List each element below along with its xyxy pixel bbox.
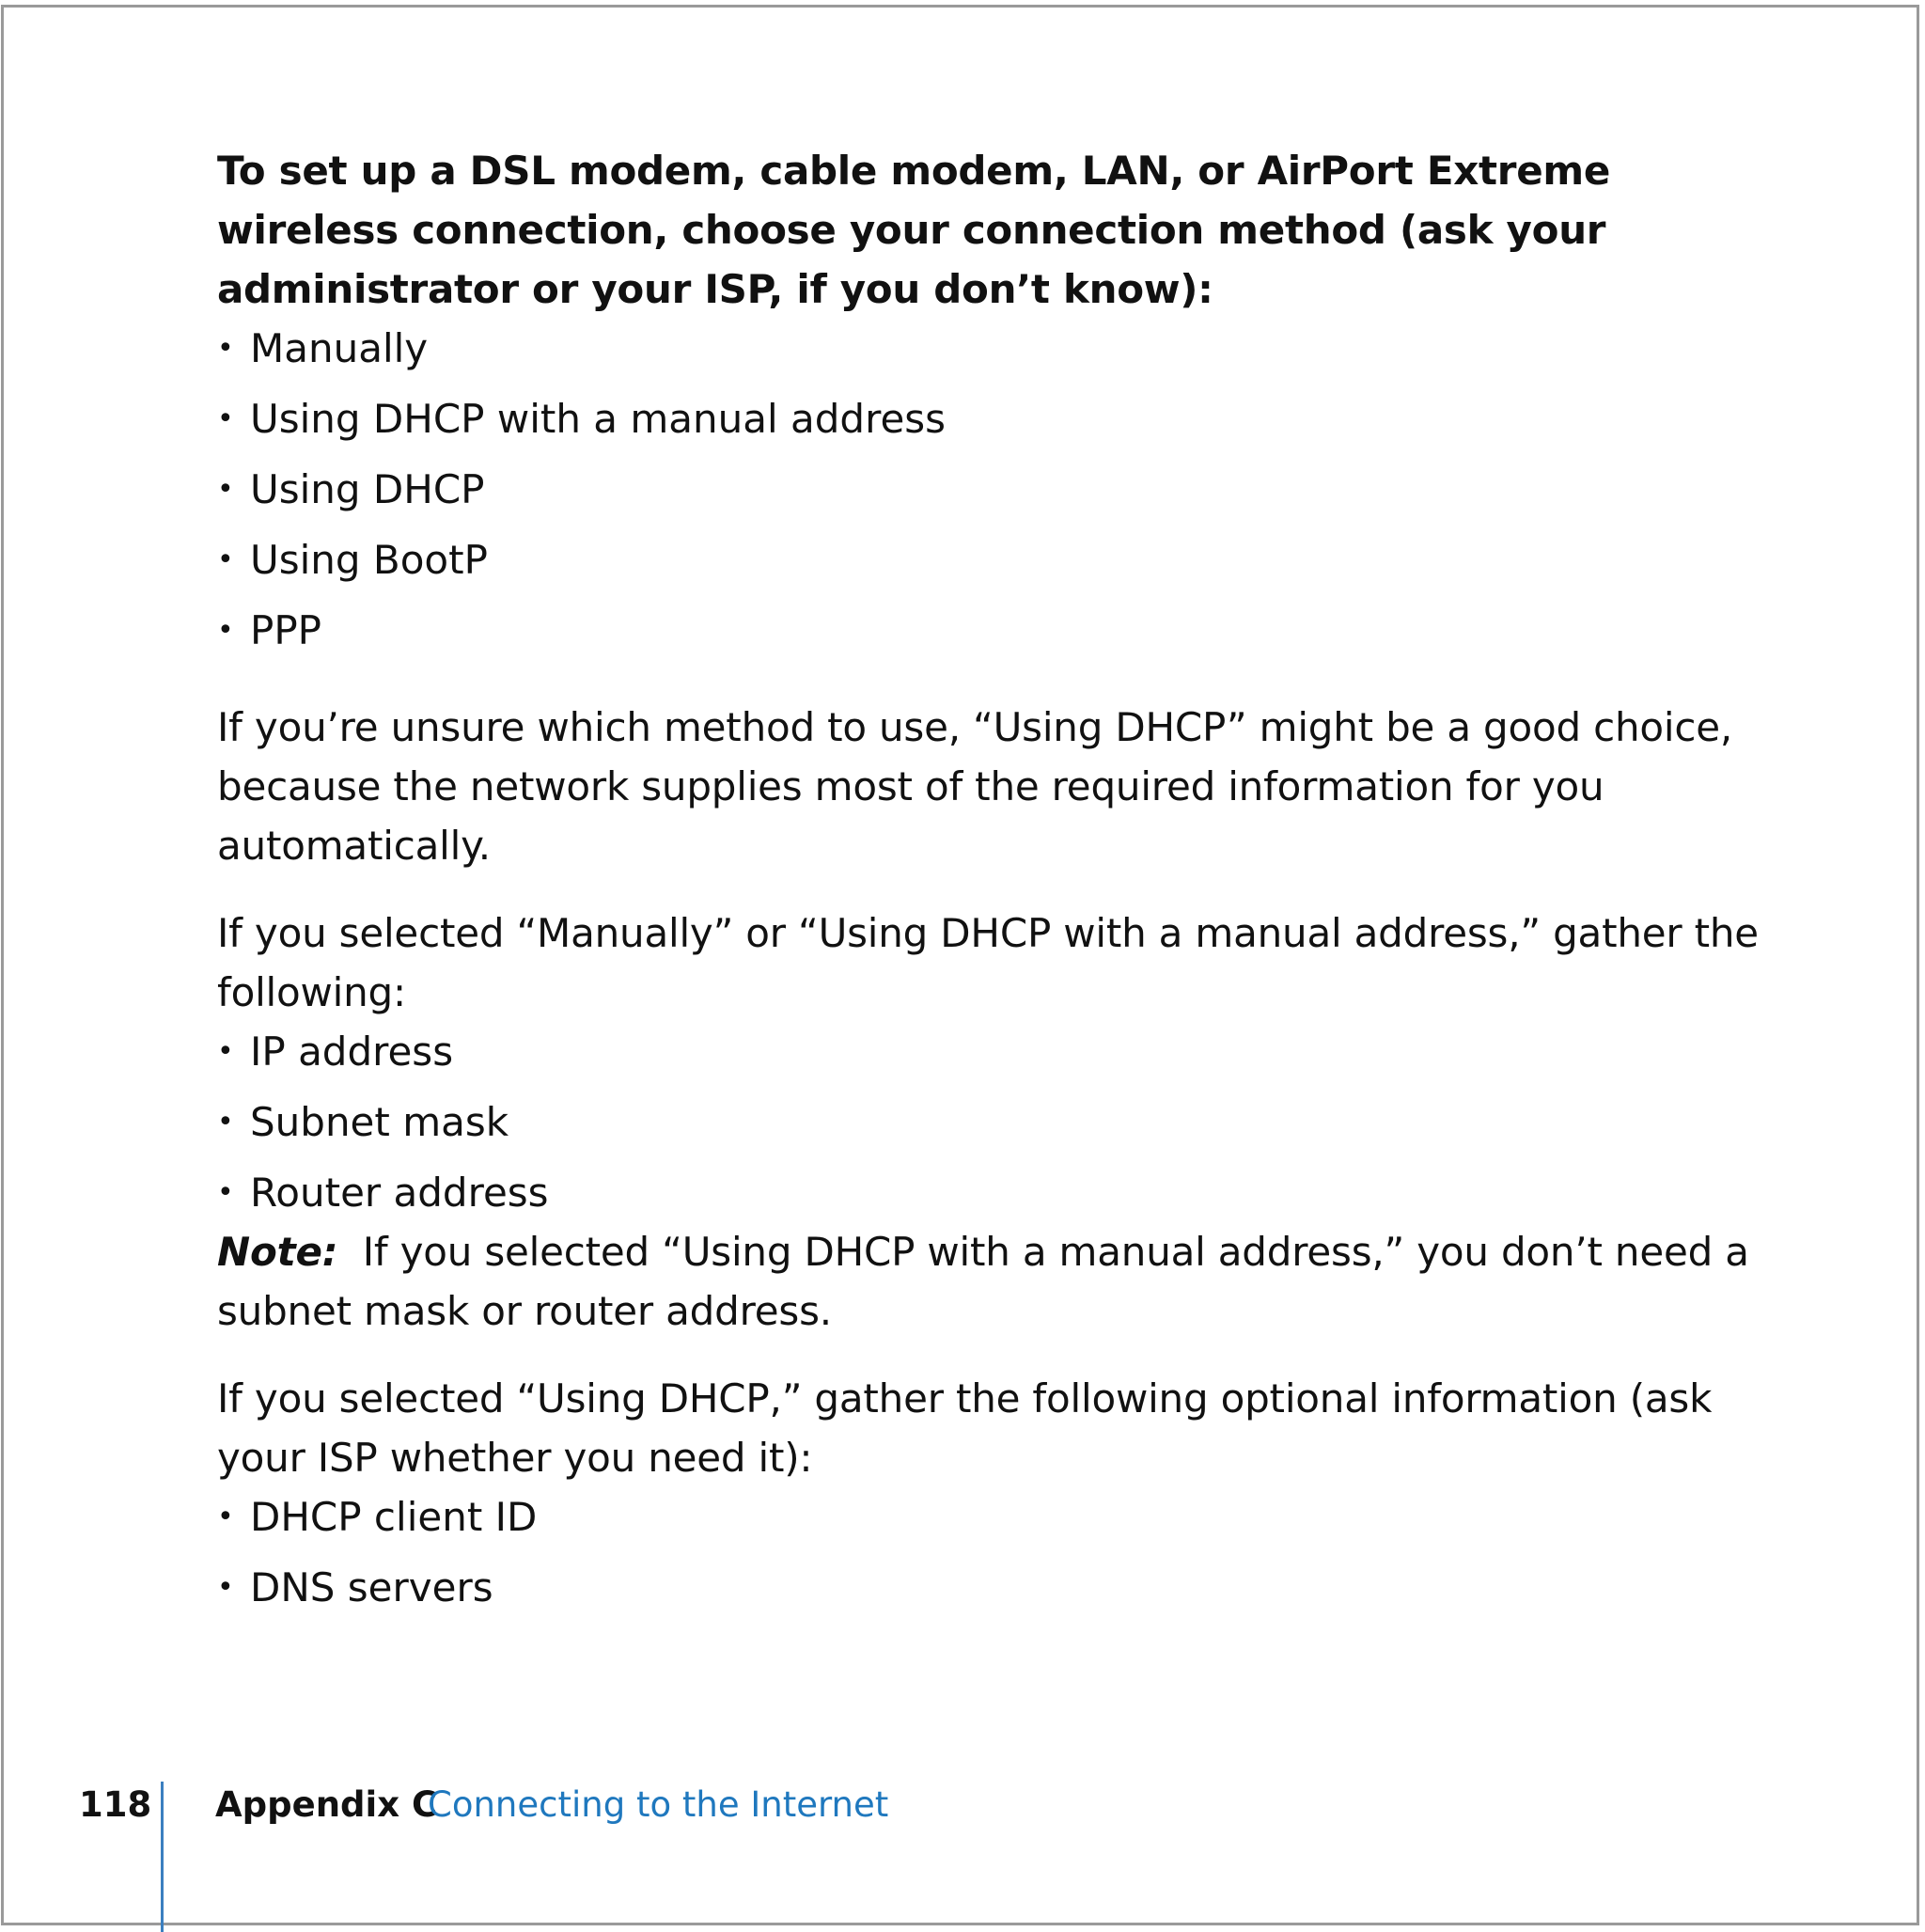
note-paragraph (217, 1222, 1768, 1341)
page-footer (0, 1772, 1925, 1931)
page-content (217, 141, 1768, 1628)
list-item: • Using DHCP (217, 460, 1768, 519)
page-number: 118 (79, 1784, 152, 1825)
lead-paragraph: To set up a DSL modem, cable modem, LAN, or AirPort Extreme wireless connection, choose your connection method (ask your administrator or your ISP, if you don’t know): (217, 148, 1611, 312)
chapter-title-link[interactable]: Connecting to the Internet (428, 1784, 889, 1825)
unsure-paragraph: If you’re unsure which method to use, “Using DHCP” might be a good choice, because the network supplies most of the required information for you automatically. (217, 704, 1733, 869)
list-item: • Router address (217, 1163, 1768, 1222)
list-item: • DNS servers (217, 1558, 1768, 1617)
list-item: • IP address (217, 1022, 1768, 1081)
note-text: If you selected “Using DHCP with a manual address,” you don’t need a subnet mask or router address. (217, 1229, 1749, 1334)
list-item: • PPP (217, 601, 1768, 660)
manual-info-list (217, 1022, 1768, 1222)
dhcp-paragraph: If you selected “Using DHCP,” gather the following optional information (ask your ISP whether you need it): (217, 1375, 1713, 1481)
note-label: Note: (217, 1229, 338, 1275)
manual-paragraph: If you selected “Manually” or “Using DHCP with a manual address,” gather the following: (217, 910, 1759, 1015)
footer-divider (161, 1782, 164, 1932)
list-item: • Subnet mask (217, 1092, 1768, 1152)
appendix-label: Appendix C (215, 1784, 438, 1825)
list-item: • DHCP client ID (217, 1487, 1768, 1547)
list-item: • Manually (217, 319, 1768, 378)
list-item: • Using BootP (217, 530, 1768, 589)
dhcp-info-list (217, 1487, 1768, 1617)
connection-methods-list (217, 319, 1768, 660)
list-item: • Using DHCP with a manual address (217, 389, 1768, 448)
